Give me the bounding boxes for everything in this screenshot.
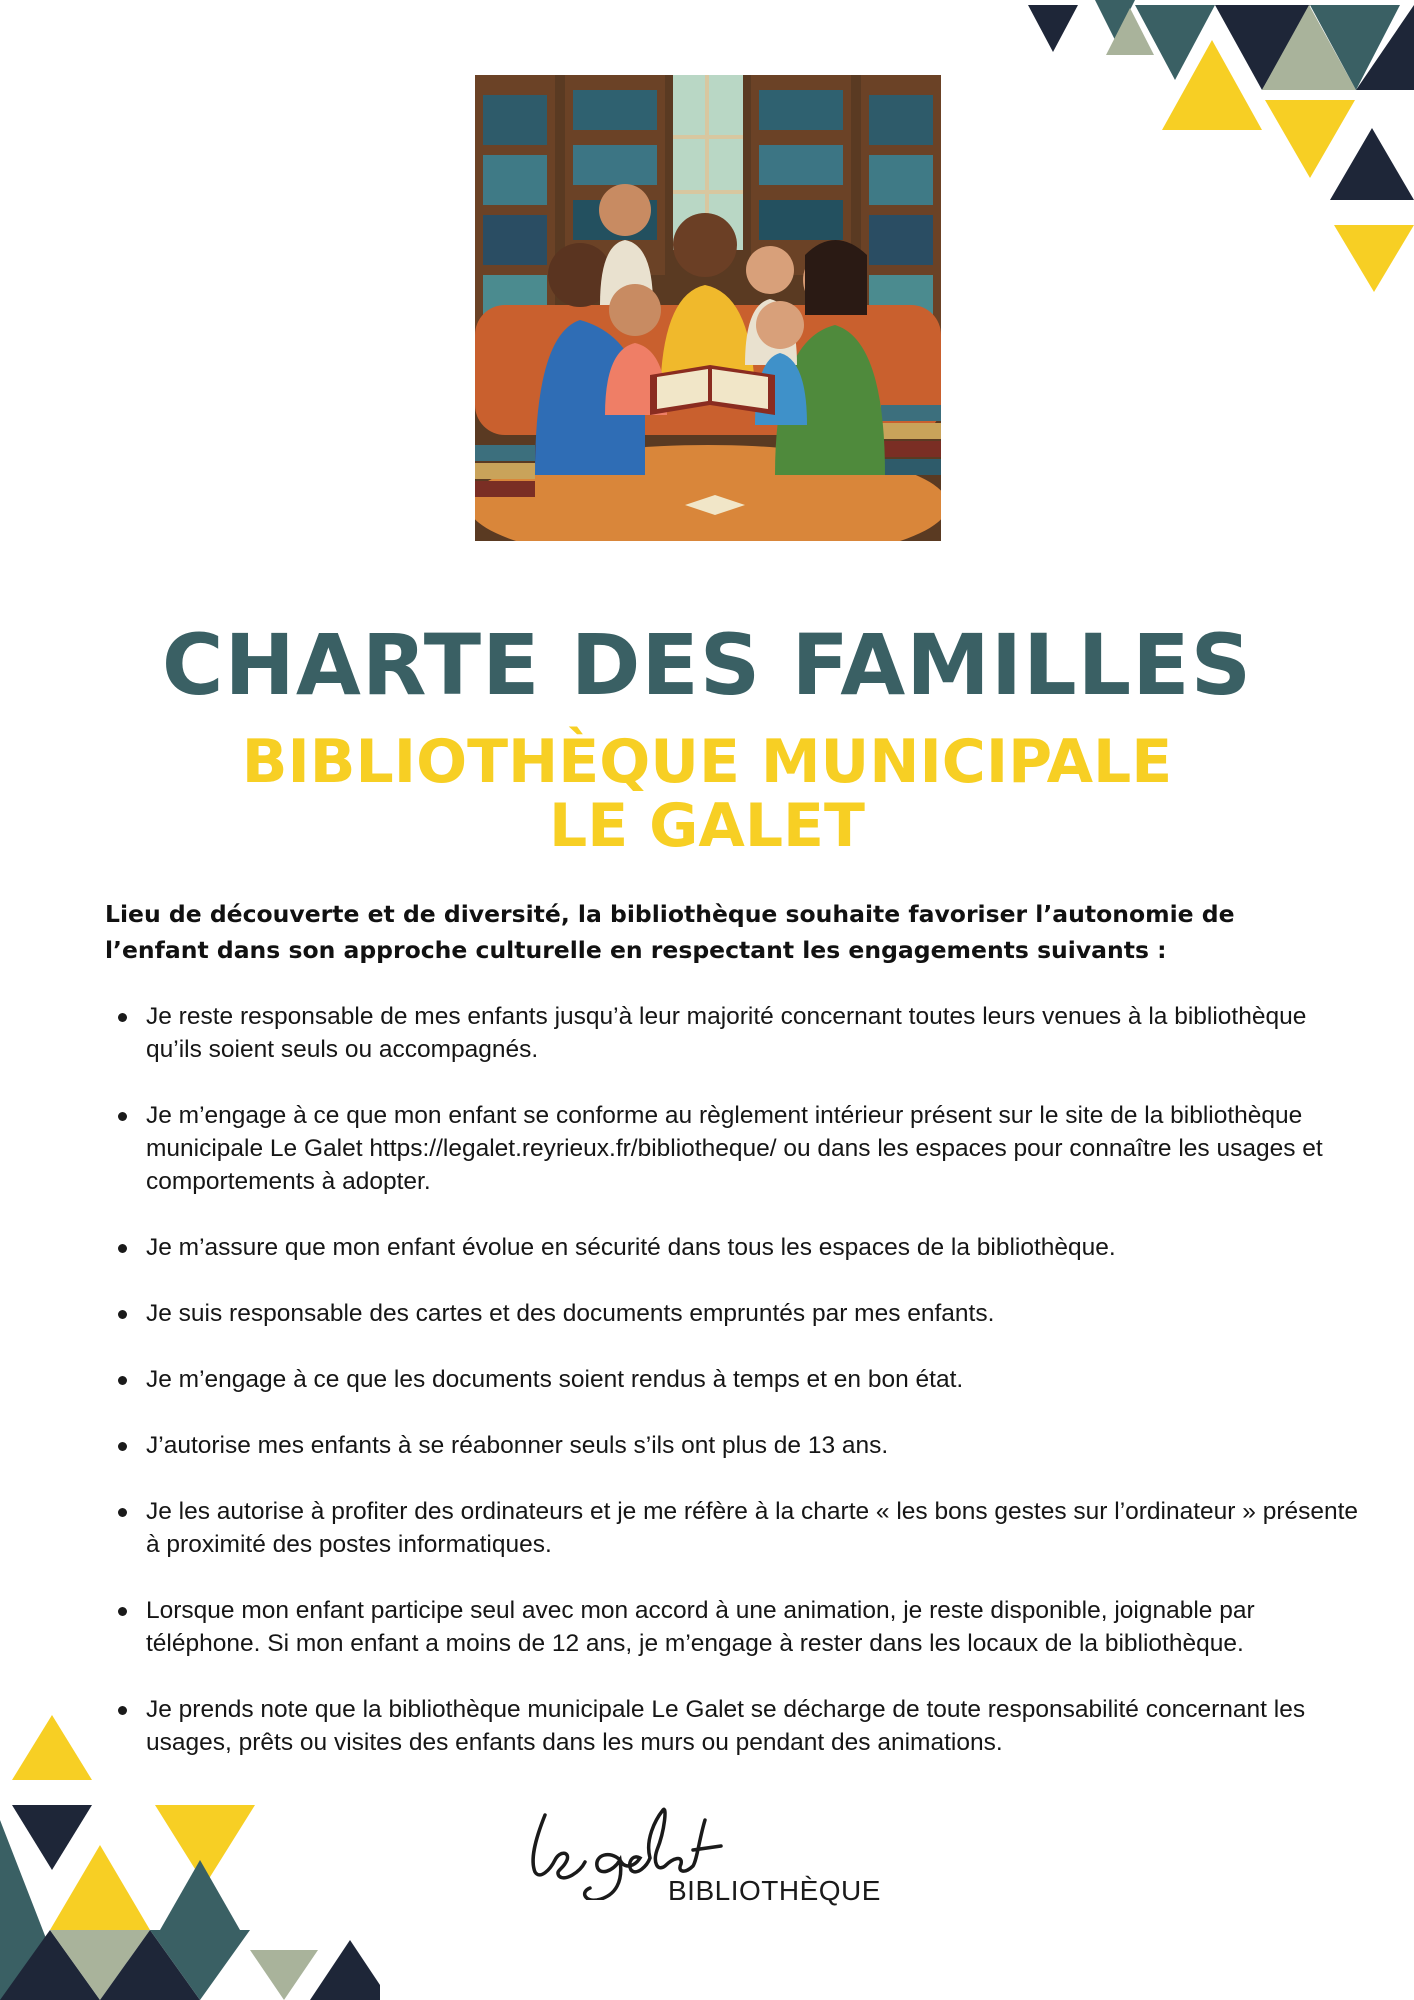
rule-item <box>105 1231 1366 1264</box>
subtitle-line-2: LE GALET <box>549 791 865 861</box>
page-title: CHARTE DES FAMILLES <box>161 616 1253 714</box>
rule-item <box>105 1429 1366 1462</box>
rule-text: Lorsque mon enfant participe seul avec mon accord à une animation, je reste disponible, joignable par téléphone. Si mon enfant a moins de 12 ans, je m’engage à rester dans les locaux de la bibliothèque. <box>146 1597 1255 1657</box>
logo-subtitle: BIBLIOTHÈQUE <box>668 1875 881 1906</box>
bullet-icon <box>118 1607 127 1616</box>
subtitle-line-1: BIBLIOTHÈQUE MUNICIPALE <box>241 727 1173 797</box>
rule-text: Je prends note que la bibliothèque municipale Le Galet se décharge de toute responsabilité concernant les usages, prêts ou visites des enfants dans les murs ou pendant des animations. <box>146 1696 1306 1756</box>
bullet-icon <box>118 1244 127 1253</box>
rule-text: Je m’assure que mon enfant évolue en sécurité dans tous les espaces de la bibliothèque. <box>146 1234 1116 1261</box>
bullet-icon <box>118 1376 127 1385</box>
bullet-icon <box>118 1112 127 1121</box>
intro-paragraph: Lieu de découverte et de diversité, la bibliothèque souhaite favoriser l’autonomie de l’enfant dans son approche culturelle en respectant les engagements suivants : <box>105 900 1235 964</box>
rule-text: Je les autorise à profiter des ordinateurs et je me réfère à la charte « les bons gestes sur l’ordinateur » présente à proximité des postes informatiques. <box>146 1498 1359 1558</box>
rule-item <box>105 1297 1366 1330</box>
le-galet-logo <box>525 1800 905 1920</box>
top-right-triangle-pattern <box>1010 0 1414 300</box>
rule-text: Je reste responsable de mes enfants jusqu’à leur majorité concernant toutes leurs venues à la bibliothèque qu’ils soient seuls ou accompagnés. <box>146 1003 1307 1063</box>
bottom-left-triangle-pattern <box>0 1700 380 2000</box>
bullet-icon <box>118 1442 127 1451</box>
family-reading-illustration <box>475 75 941 541</box>
rule-text: Je m’engage à ce que les documents soient rendus à temps et en bon état. <box>146 1366 964 1393</box>
rule-text: Je m’engage à ce que mon enfant se conforme au règlement intérieur présent sur le site de la bibliothèque municipale Le Galet https://legalet.reyrieux.fr/bibliotheque/ ou dans les espaces pour connaître les usages et comportements à adopter. <box>146 1102 1323 1195</box>
rule-item <box>105 1594 1366 1660</box>
rule-item <box>105 1363 1366 1396</box>
rule-item <box>105 1495 1366 1561</box>
rule-text: J’autorise mes enfants à se réabonner seuls s’ils ont plus de 13 ans. <box>146 1432 889 1459</box>
rule-item <box>105 1099 1366 1198</box>
bullet-icon <box>118 1310 127 1319</box>
bullet-icon <box>118 1508 127 1517</box>
rule-text: Je suis responsable des cartes et des documents empruntés par mes enfants. <box>146 1300 995 1327</box>
bullet-icon <box>118 1013 127 1022</box>
page-subtitle <box>0 727 1414 861</box>
rule-item <box>105 1000 1366 1066</box>
